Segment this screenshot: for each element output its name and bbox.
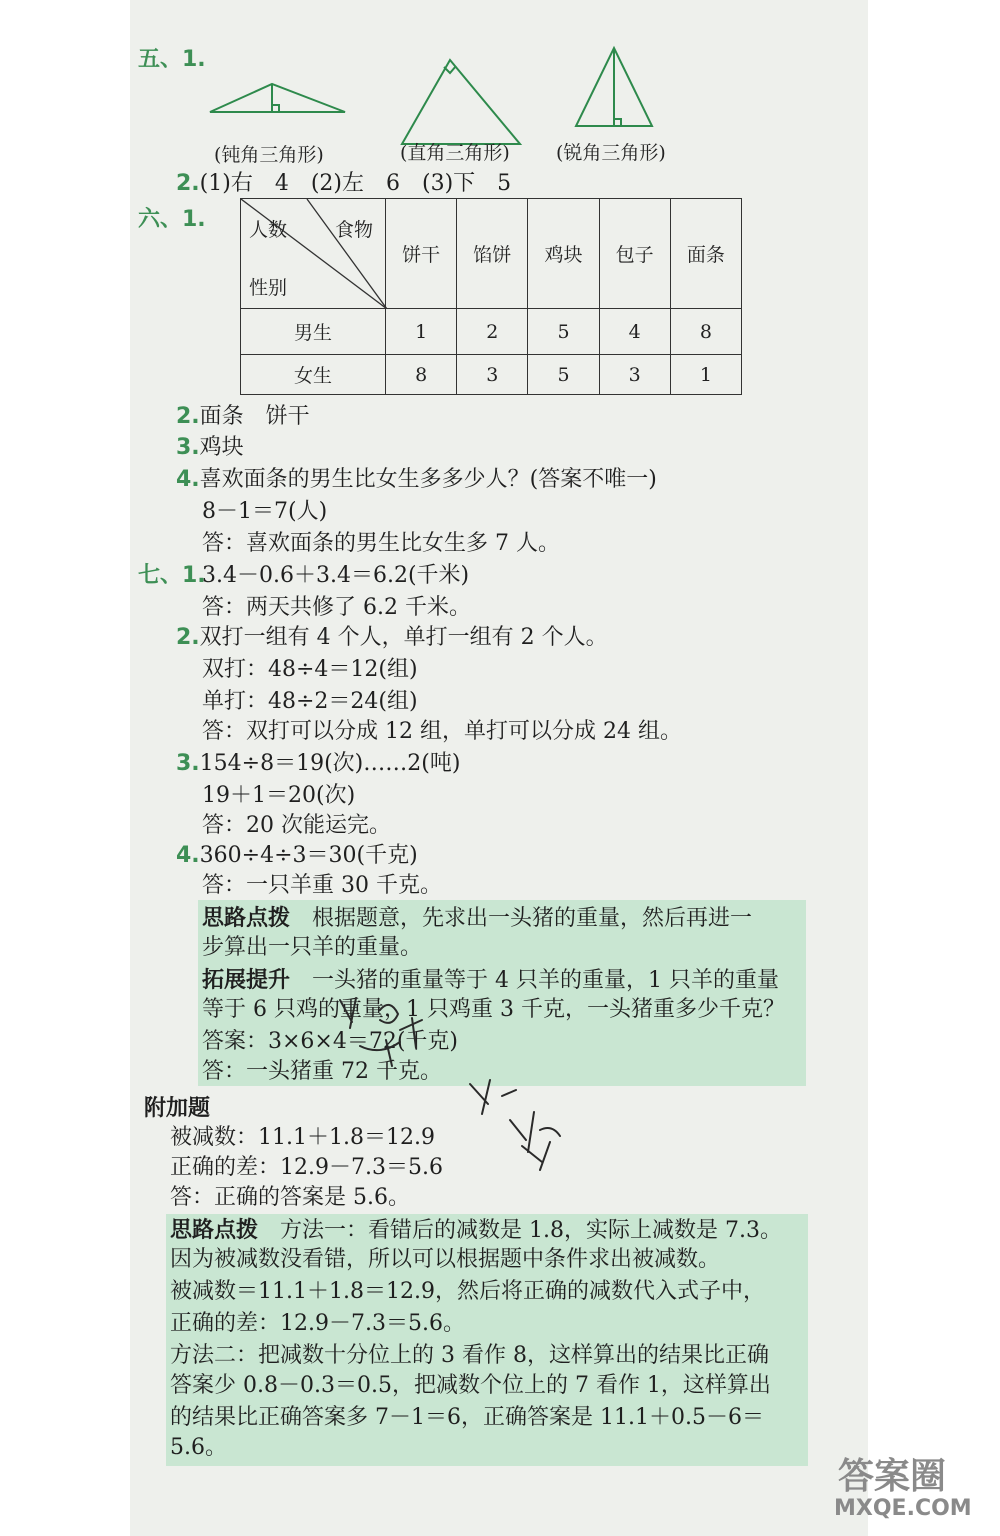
bonus-line2: 正确的差：12.9－7.3＝5.6 [170, 1155, 443, 1180]
table-cell: 5 [528, 309, 599, 355]
acute-caption: (锐角三角形) [556, 142, 666, 164]
row-label: 女生 [241, 355, 386, 395]
bonus-tip-line6: 答案少 0.8－0.3＝0.5，把减数个位上的 7 看作 1，这样算出 [170, 1373, 771, 1398]
table-cell: 3 [457, 355, 528, 395]
table-cell: 1 [386, 309, 457, 355]
bonus-line3: 答：正确的答案是 5.6。 [170, 1185, 410, 1210]
sec6-q4: 4.喜欢面条的男生比女生多多少人？(答案不唯一) [176, 467, 657, 492]
table-cell: 8 [670, 309, 741, 355]
table-cell: 3 [599, 355, 670, 395]
sec6-q3: 3.鸡块 [176, 435, 244, 460]
table-cell: 8 [386, 355, 457, 395]
bonus-tip-line2: 因为被减数没看错，所以可以根据题中条件求出被减数。 [170, 1247, 721, 1272]
corner-label-food: 食物 [335, 219, 374, 241]
sec7-q1-line1: 3.4－0.6＋3.4＝6.2(千米) [202, 563, 470, 588]
food-header: 鸡块 [528, 199, 599, 309]
sec5-label: 五、1. [138, 47, 206, 72]
sec5-q2: 2.(1)右 4 (2)左 6 (3)下 5 [176, 171, 512, 196]
bonus-line1: 被减数：11.1＋1.8＝12.9 [170, 1125, 435, 1150]
ext-line3: 答案：3×6×4＝72(千克) [202, 1029, 459, 1054]
ext-line1: 拓展提升 一头猪的重量等于 4 只羊的重量，1 只羊的重量 [202, 967, 779, 993]
food-header: 馅饼 [457, 199, 528, 309]
food-header: 面条 [670, 199, 741, 309]
bonus-tip-line3: 被减数＝11.1＋1.8＝12.9，然后将正确的减数代入式子中， [170, 1279, 765, 1304]
bonus-tip-line8: 5.6。 [170, 1435, 227, 1460]
corner-label-gender: 性别 [249, 277, 288, 299]
table-cell: 5 [528, 355, 599, 395]
bonus-tip-line4: 正确的差：12.9－7.3＝5.6。 [170, 1311, 465, 1336]
ext-line2: 等于 6 只鸡的重量，1 只鸡重 3 千克，一头猪重多少千克？ [202, 997, 785, 1022]
sec7-q4-line2: 答：一只羊重 30 千克。 [202, 873, 442, 898]
sec7-q1-line2: 答：两天共修了 6.2 千米。 [202, 595, 471, 620]
bonus-tip-line1: 思路点拨 方法一：看错后的减数是 1.8，实际上减数是 7.3。 [170, 1217, 782, 1243]
sec7-q3-line1: 3.154÷8＝19(次)……2(吨) [176, 751, 461, 776]
corner-label-count: 人数 [249, 219, 288, 241]
handwriting-scribble [130, 0, 868, 1536]
tip-line2: 步算出一只羊的重量。 [202, 935, 423, 960]
answer-page [130, 0, 868, 1536]
sec6-q4-line3: 答：喜欢面条的男生比女生多 7 人。 [202, 531, 560, 556]
table-cell: 1 [670, 355, 741, 395]
sec7-q3-line2: 19＋1＝20(次) [202, 783, 356, 808]
watermark-logo: 答案圈 [838, 1456, 947, 1497]
food-header: 饼干 [386, 199, 457, 309]
sec6-label: 六、1. [138, 207, 206, 232]
bonus-tip-line7: 的结果比正确答案多 7－1＝6，正确答案是 11.1＋0.5－6＝ [170, 1405, 764, 1430]
sec7-label: 七、1. [138, 563, 206, 588]
watermark-url: MXQE.COM [834, 1496, 972, 1521]
sec7-q4-line1: 4.360÷4÷3＝30(千克) [176, 843, 418, 868]
sec6-q2: 2.面条 饼干 [176, 404, 310, 429]
row-label: 男生 [241, 309, 386, 355]
right-caption: (直角三角形) [400, 142, 510, 164]
sec6-q4-line2: 8－1＝7(人) [202, 499, 328, 524]
bonus-tip-line5: 方法二：把减数十分位上的 3 看作 8，这样算出的结果比正确 [170, 1343, 769, 1368]
food-header: 包子 [599, 199, 670, 309]
sec7-q2-line2: 双打：48÷4＝12(组) [202, 657, 418, 682]
ext-line4: 答：一头猪重 72 千克。 [202, 1059, 442, 1084]
sec7-q2-line3: 单打：48÷2＝24(组) [202, 689, 418, 714]
sec7-q3-line3: 答：20 次能运完。 [202, 813, 391, 838]
obtuse-caption: (钝角三角形) [214, 144, 324, 166]
sec7-q2-line4: 答：双打可以分成 12 组，单打可以分成 24 组。 [202, 719, 682, 744]
bonus-title: 附加题 [144, 1095, 211, 1121]
tip-line1: 思路点拨 根据题意，先求出一头猪的重量，然后再进一 [202, 905, 753, 931]
table-cell: 2 [457, 309, 528, 355]
sec7-q2-line1: 2.双打一组有 4 个人，单打一组有 2 个人。 [176, 625, 608, 650]
table-cell: 4 [599, 309, 670, 355]
